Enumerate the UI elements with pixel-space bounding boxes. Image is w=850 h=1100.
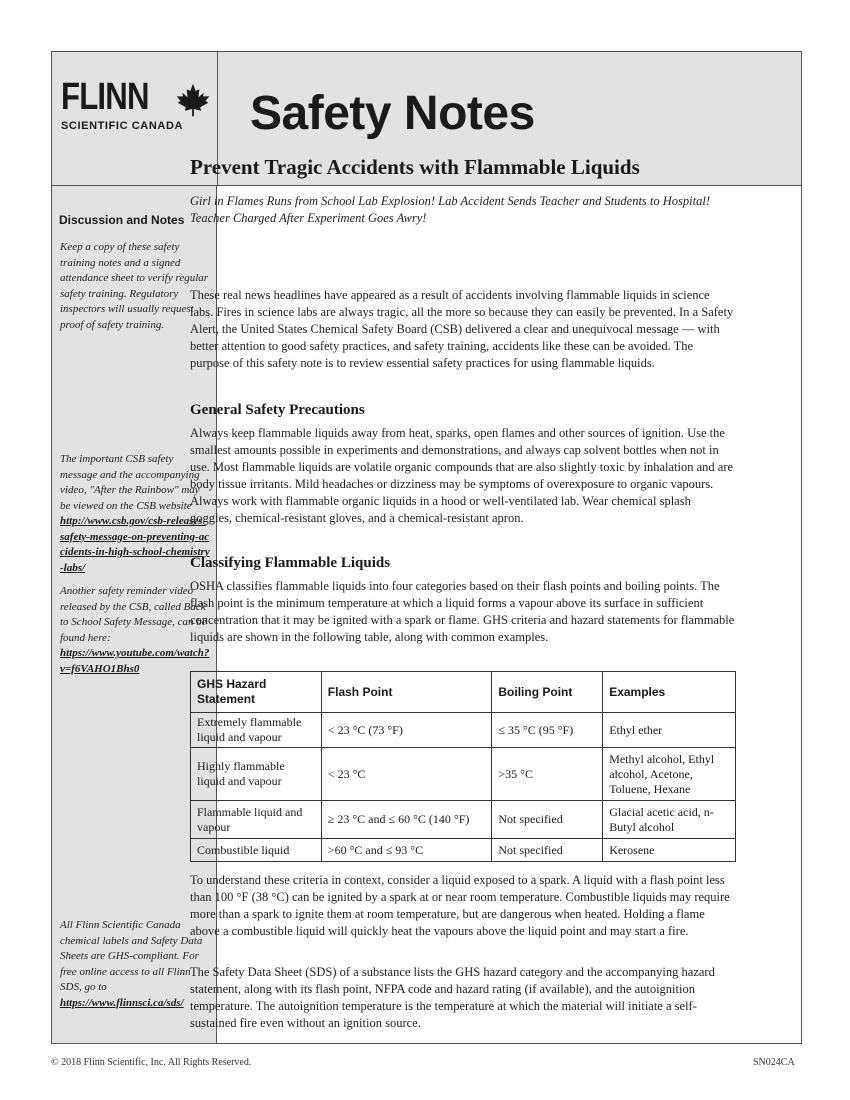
table-row: [191, 713, 736, 748]
table-cell: >60 °C and ≤ 93 °C: [321, 839, 492, 862]
sidebar-note-text: The important CSB safety message and the accompanying video, "After the Rainbow" may be viewed on the CSB website: [60, 453, 200, 512]
spark-paragraph: To understand these criteria in context, consider a liquid exposed to a spark. A liquid with a flash point less than 100 °F (38 °C) can be ignited by a spark at or near room temperature. Combustible liquids may require more than a spark to ignite them at room temperature, but are dangerous when heated. Holding a flame above a combustible liquid will quickly heat the vapours above the liquid point and may start a fire.: [190, 873, 730, 938]
ghs-table: [190, 671, 736, 862]
sidebar-note-text: Keep a copy of these safety training notes and a signed attendance sheet to verify regular safety training. Regulatory inspectors will usually request proof of safety training.: [60, 241, 209, 331]
sidebar-heading: Discussion and Notes: [59, 213, 185, 227]
intro-paragraph: These real news headlines have appeared as a result of accidents involving flammable liquids in science labs. Fires in science labs are always tragic, all the more so because they can easily be prevented. In a Safety Alert, the United States Chemical Safety Board (CSB) delivered a clear and unequivocal message — with better attention to good safety practices, and safety training, accidents like these can be avoided. The purpose of this safety note is to review essential safety practices for using flammable liquids.: [190, 288, 734, 370]
table-cell: Kerosene: [603, 839, 736, 862]
table-cell: Extremely flammable liquid and vapour: [191, 713, 322, 748]
table-row: [191, 748, 736, 801]
table-cell: Methyl alcohol, Ethyl alcohol, Acetone, Toluene, Hexane: [603, 748, 736, 801]
precautions-paragraph: Always keep flammable liquids away from heat, sparks, open flames and other sources of ignition. Use the smallest amounts possible in experiments and demonstrations, and always cap solvent bottles when not in use. Most flammable liquids are volatile organic compounds that are also slightly toxic by inhalation and are body tissue irritants. Mild headaches or dizziness may be symptoms of overexposure to organic vapours. Always work with flammable organic liquids in a hood or well-ventilated lab. Wear chemical splash goggles, chemical-resistant gloves, and a chemical-resistant apron.: [190, 426, 734, 525]
document-code: SN024CA: [753, 1057, 795, 1068]
table-cell: Glacial acetic acid, n-Butyl alcohol: [603, 801, 736, 839]
table-row: [191, 801, 736, 839]
section-heading-precautions: General Safety Precautions: [190, 402, 365, 418]
maple-leaf-icon: [174, 82, 212, 118]
sidebar-note-text: Another safety reminder video released by the CSB, called Back to School Safety Message, can be found here:: [60, 585, 207, 644]
table-cell: < 23 °C: [321, 748, 492, 801]
sidebar-note-sds: [60, 918, 210, 1011]
table-cell: >35 °C: [492, 748, 603, 801]
csb-website-link[interactable]: http://www.csb.gov/csb-releases-safety-message-on-preventing-accidents-in-high-school-chemistry-labs/: [60, 515, 210, 574]
classifying-paragraph: OSHA classifies flammable liquids into four categories based on their flash points and boiling points. The flash point is the minimum temperature at which a liquid forms a vapour above its surface in sufficient concentration that it may be ignited with a spark or flame. GHS criteria and hazard statements for flammable liquids are shown in the following table, along with common examples.: [190, 579, 735, 644]
sds-paragraph: The Safety Data Sheet (SDS) of a substance lists the GHS hazard category and the accompanying hazard statement, along with its flash point, NFPA code and hazard rating (if available), and the autoignition temperature. The autoignition temperature is the temperature at which the material will initiate a self-sustained fire even without an ignition source.: [190, 965, 715, 1030]
table-cell: < 23 °C (73 °F): [321, 713, 492, 748]
sds-link[interactable]: https://www.flinnsci.ca/sds/: [60, 996, 184, 1009]
logo-wordmark: FLINN: [61, 76, 149, 118]
table-cell: Not specified: [492, 801, 603, 839]
table-cell: Combustible liquid: [191, 839, 322, 862]
table-cell: Not specified: [492, 839, 603, 862]
table-cell: Flammable liquid and vapour: [191, 801, 322, 839]
table-cell: Highly flammable liquid and vapour: [191, 748, 322, 801]
sidebar-note-csb: [60, 452, 210, 576]
table-cell: ≥ 23 °C and ≤ 60 °C (140 °F): [321, 801, 492, 839]
table-cell: Ethyl ether: [603, 713, 736, 748]
table-header-cell: Examples: [603, 672, 736, 713]
table-header-cell: Boiling Point: [492, 672, 603, 713]
article-lede: Girl in Flames Runs from School Lab Explosion! Lab Accident Sends Teacher and Students to Hospital! Teacher Charged After Experiment Goes Awry!: [190, 194, 710, 225]
logo-subtitle: SCIENTIFIC CANADA: [61, 120, 184, 132]
table-header-cell: GHS Hazard Statement: [191, 672, 322, 713]
article-title: Prevent Tragic Accidents with Flammable Liquids: [190, 155, 640, 179]
table-header-cell: Flash Point: [321, 672, 492, 713]
page-title: Safety Notes: [250, 87, 535, 140]
sidebar-note-video: [60, 584, 210, 677]
table-cell: ≤ 35 °C (95 °F): [492, 713, 603, 748]
copyright-text: © 2018 Flinn Scientific, Inc. All Rights Reserved.: [51, 1057, 252, 1068]
table-header-row: [191, 672, 736, 713]
table-row: [191, 839, 736, 862]
sidebar-note-text: All Flinn Scientific Canada chemical labels and Safety Data Sheets are GHS-compliant. For free online access to all Flinn SDS, go to: [60, 919, 203, 993]
sidebar-note-training: [60, 240, 210, 333]
youtube-video-link[interactable]: https://www.youtube.com/watch?v=f6VAHO1Bhs0: [60, 647, 210, 675]
section-heading-classifying: Classifying Flammable Liquids: [190, 555, 391, 571]
